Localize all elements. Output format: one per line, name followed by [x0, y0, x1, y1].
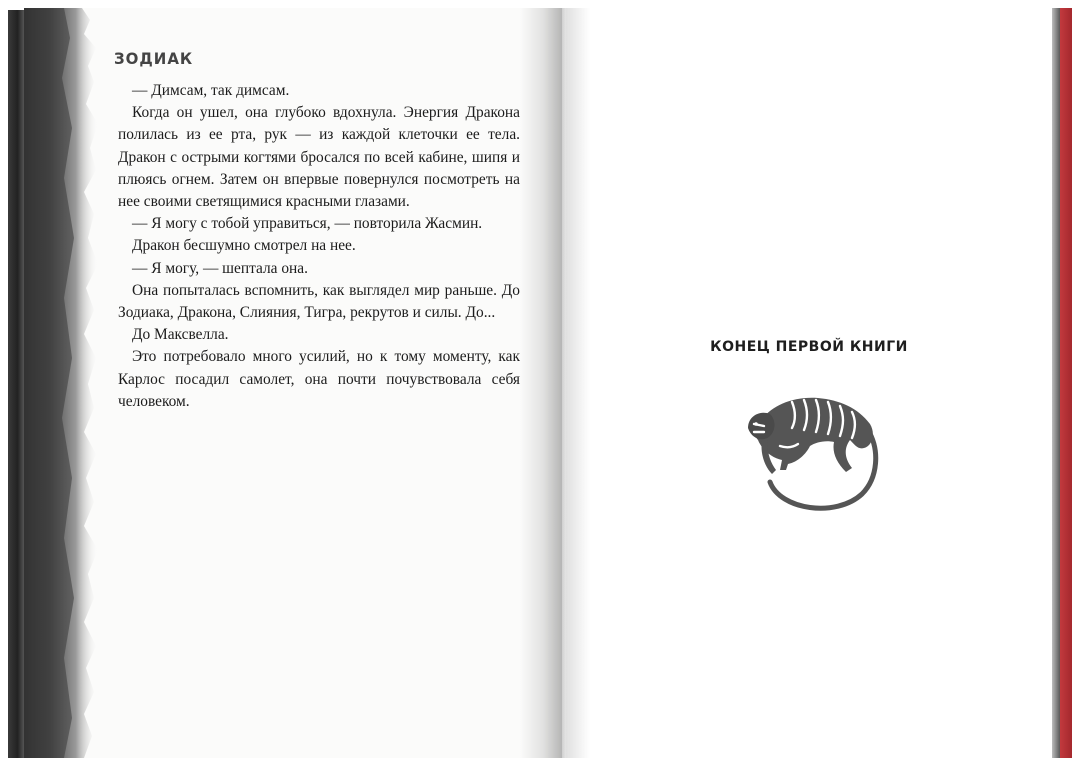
paragraph: Это потребовало много усилий, но к тому моменту, как Карлос посадил самолет, она почти почувствовала себя человеком.: [118, 348, 520, 410]
end-of-book-heading: КОНЕЦ ПЕРВОЙ КНИГИ: [710, 339, 908, 355]
left-page: [24, 8, 562, 758]
gutter-shadow: [520, 8, 562, 758]
paragraph: Дракон бесшумно смотрел на нее.: [132, 237, 356, 255]
paragraph: — Димсам, так димсам.: [132, 82, 290, 99]
right-page: [566, 8, 1052, 758]
paragraph: Когда он ушел, она глубоко вдохнула. Энергия Дракона полилась из ее рта, рук — из каждой клеточки ее тела. Дракон с острыми когтями бросался по всей кабине, шипя и плюясь огнем. Затем он впервые повернулся посмотреть на нее своими светящимися красными глазами.: [118, 104, 520, 211]
tiger-circle-icon: [740, 386, 886, 522]
running-head: ЗОДИАК: [114, 49, 194, 69]
paragraph: — Я могу, — шептала она.: [132, 259, 308, 277]
paragraph: До Максвелла.: [132, 326, 229, 344]
cover-edge: [1060, 8, 1072, 758]
paragraph: Она попыталась вспомнить, как выглядел мир раньше. До Зодиака, Дракона, Слияния, Тигра, рекрутов и силы. До...: [118, 281, 520, 322]
paragraph: — Я могу с тобой управиться, — повторила Жасмин.: [132, 215, 483, 233]
body-text: [118, 80, 520, 413]
gutter-shadow: [566, 8, 590, 758]
page-edges: [1052, 8, 1060, 758]
scan-left-edge: [8, 10, 24, 758]
